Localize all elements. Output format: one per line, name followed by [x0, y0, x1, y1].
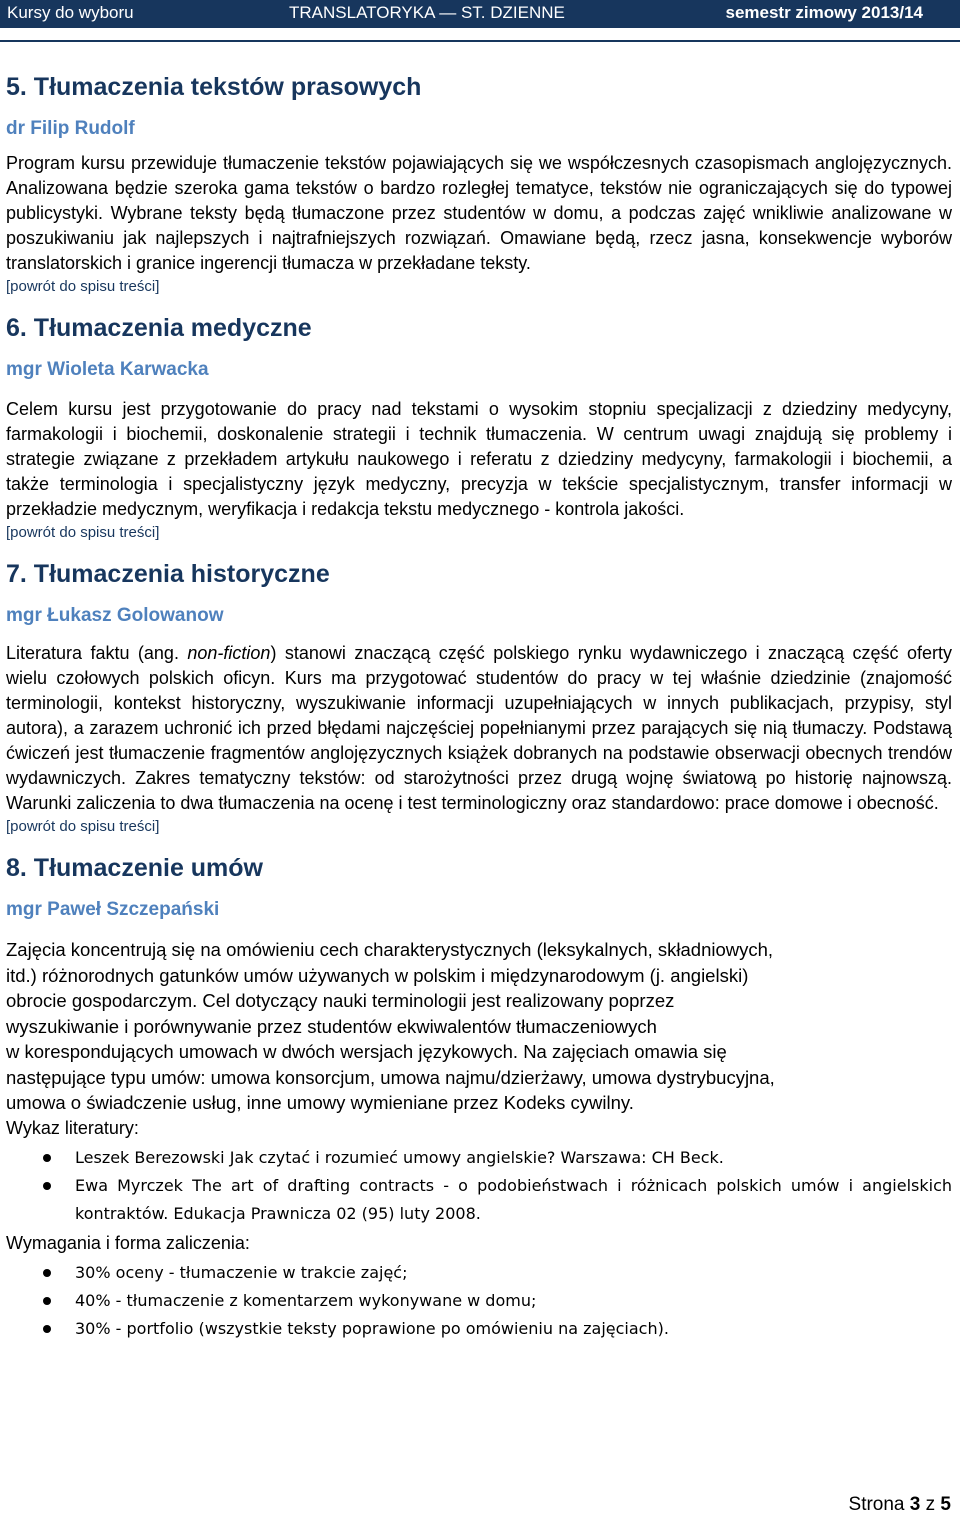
section-5-body: Program kursu przewiduje tłumaczenie tekstów pojawiających się we współczesnych czasopismach anglojęzycznych. Analizowana będzie szeroka gama tekstów o bardzo rozległej tematyce, tekstów nie ograniczających się do typowej publicystyki. Wybrane teksty będą tłumaczone przez studentów w domu, a podczas zajęć wnikliwie analizowane w poszukiwaniu jak najlepszych i najtrafniejszych rozwiązań. Omawiane będą, rzecz jasna, konsekwencje wyborów translatorskich i granice ingerencji tłumacza w przekładane teksty. — [6, 153, 952, 273]
requirements-item — [6, 1315, 952, 1343]
section-5-back-link[interactable]: [powrót do spisu treści] — [6, 278, 160, 295]
section-5-title: 5. Tłumaczenia tekstów prasowych — [6, 73, 422, 101]
section-6-body: Celem kursu jest przygotowanie do pracy nad tekstami o wysokim stopniu specjalizacji z dziedziny medycyny, farmakologii i biochemii, doskonalenie strategii i technik tłumaczenia. W centrum uwagi znajdują się problemy i strategie związane z przekładem artykułu naukowego i referatu z dziedziny medycyny, farmakologii i biochemii, a także terminologia i specjalistyczny język medyczny, precyzja w tekście specjalistycznym, transfer informacji w przekładzie medycznym, weryfikacja i redakcja tekstu medycznego - kontrola jakości. — [6, 399, 952, 519]
section-8-body-line: następujące typu umów: umowa konsorcjum, umowa najmu/dzierżawy, umowa dystrybucyjna, — [6, 1066, 775, 1088]
section-6-author: mgr Wioleta Karwacka — [6, 359, 209, 380]
section-8-body — [6, 937, 952, 1116]
literature-item-text: Leszek Berezowski Jak czytać i rozumieć umowy angielskie? Warszawa: CH Beck. — [75, 1147, 724, 1167]
footer-prefix: Strona — [848, 1494, 910, 1515]
section-5-author: dr Filip Rudolf — [6, 118, 135, 139]
literature-label: Wykaz literatury: — [6, 1117, 139, 1138]
section-6-title: 6. Tłumaczenia medyczne — [6, 314, 312, 342]
section-8-body-line: umowa o świadczenie usług, inne umowy wymieniane przez Kodeks cywilny. — [6, 1092, 634, 1113]
section-7-body-post: ) stanowi znaczącą część polskiego rynku wydawniczego i znaczącą część oferty wielu czołowych polskich oficyn. Kurs ma przygotować studentów do pracy w tej właśnie dziedzinie (znajomość terminologii, kontekst historyczny, wyszukiwanie informacji uzupełniających w innych publikacjach, przypisy, styl autora), a zarazem uchronić ich przed błędami najczęściej popełnianymi przez parających się nią tłumaczy. Podstawą ćwiczeń jest tłumaczenie fragmentów anglojęzycznych książek dobranych na podstawie obserwacji obecnych trendów wydawniczych. Zakres tematyczny tekstów: od starożytności przez drugą wojnę światową po historię najnowszą. Warunki zaliczenia to dwa tłumaczenia na ocenę i test terminologiczny oraz standardowo: prace domowe i obecność. — [6, 643, 952, 813]
header-right-text: semestr zimowy 2013/14 — [725, 3, 923, 22]
requirements-item-text: 40% - tłumaczenie z komentarzem wykonywane w domu; — [75, 1290, 537, 1310]
requirements-list — [6, 1259, 952, 1343]
literature-item — [6, 1144, 952, 1172]
bullet-icon — [43, 1325, 51, 1333]
bullet-icon — [43, 1269, 51, 1277]
section-7-body — [6, 641, 952, 816]
requirements-item — [6, 1259, 952, 1287]
header-left-text: Kursy do wyboru — [7, 3, 134, 22]
bullet-icon — [43, 1182, 51, 1190]
header-divider — [0, 40, 960, 42]
section-8-author: mgr Paweł Szczepański — [6, 899, 220, 920]
section-8-body-line: Zajęcia koncentrują się na omówieniu cech charakterystycznych (leksykalnych, składniowych, — [6, 939, 774, 960]
section-6-back-link[interactable]: [powrót do spisu treści] — [6, 524, 160, 541]
running-header — [0, 0, 960, 28]
section-8-body-line: itd.) różnorodnych gatunków umów używanych w polskim i międzynarodowym (j. angielski) — [6, 964, 749, 986]
section-8-body-line: wyszukiwanie i porównywanie przez studentów ekwiwalentów tłumaczeniowych — [6, 1015, 657, 1037]
footer-page-number: 3 — [909, 1494, 921, 1515]
page-content — [6, 70, 952, 1346]
section-7-back-link[interactable]: [powrót do spisu treści] — [6, 818, 160, 835]
literature-item — [6, 1172, 952, 1228]
section-8-title: 8. Tłumaczenie umów — [6, 854, 264, 882]
footer-middle: z — [920, 1494, 941, 1515]
section-7-body-italic: non-fiction — [187, 643, 271, 663]
section-7-author: mgr Łukasz Golowanow — [6, 605, 224, 626]
requirements-label: Wymagania i forma zaliczenia: — [6, 1232, 250, 1253]
section-7-body-pre: Literatura faktu (ang. — [6, 643, 188, 663]
page-footer — [849, 1494, 951, 1516]
requirements-item-text: 30% oceny - tłumaczenie w trakcie zajęć; — [75, 1262, 408, 1282]
section-8-body-line: w korespondujących umowach w dwóch wersjach językowych. Na zajęciach omawia się — [6, 1041, 727, 1062]
section-7-title: 7. Tłumaczenia historyczne — [6, 560, 330, 588]
bullet-icon — [43, 1154, 51, 1162]
footer-total-pages: 5 — [940, 1494, 951, 1515]
literature-list — [6, 1144, 952, 1228]
section-8-body-line: obrocie gospodarczym. Cel dotyczący nauki terminologii jest realizowany poprzez — [6, 990, 675, 1011]
requirements-item-text: 30% - portfolio (wszystkie teksty poprawione po omówieniu na zajęciach). — [75, 1318, 669, 1338]
requirements-item — [6, 1287, 952, 1315]
bullet-icon — [43, 1297, 51, 1305]
literature-item-text: Ewa Myrczek The art of drafting contracts - o podobieństwach i różnicach polskich umów i angielskich kontraktów. Edukacja Prawnicza 02 (95) luty 2008. — [75, 1175, 952, 1223]
header-middle-text: TRANSLATORYKA — ST. DZIENNE — [289, 3, 565, 22]
